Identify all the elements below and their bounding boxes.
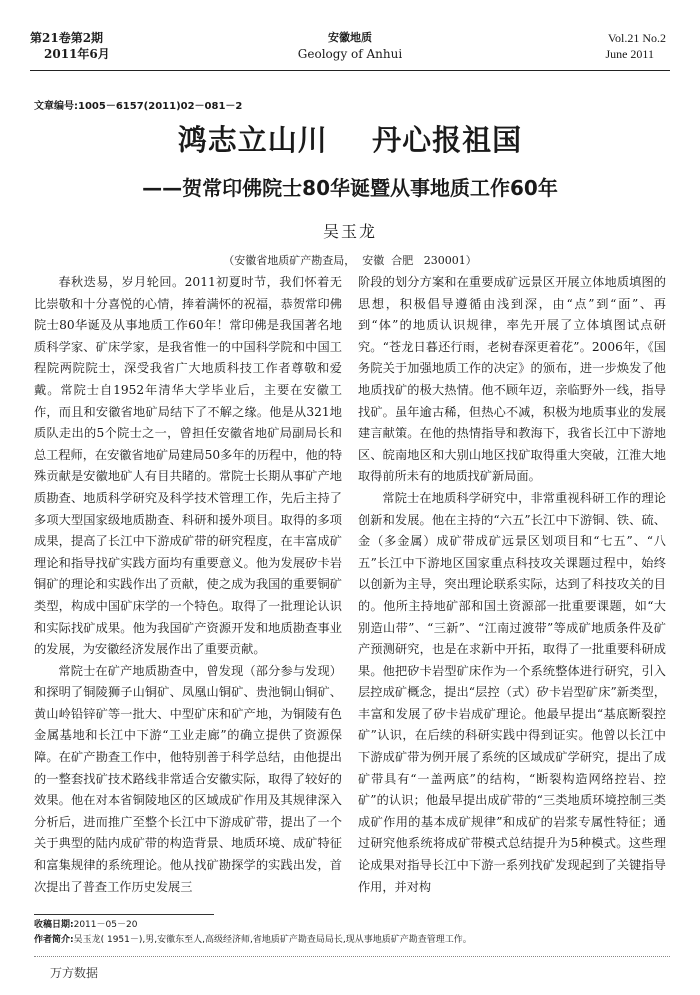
header-volume-cn: 第21卷第2期 bbox=[30, 31, 104, 45]
header-journal-name bbox=[250, 30, 450, 62]
footnotes bbox=[34, 918, 674, 948]
bottom-rule bbox=[34, 956, 670, 957]
header-volume-en-info bbox=[605, 30, 666, 62]
header-volume-info bbox=[30, 30, 110, 62]
received-value: 2011－05－20 bbox=[73, 920, 138, 930]
header-journal-cn: 安徽地质 bbox=[328, 31, 372, 44]
footnote-rule bbox=[34, 914, 214, 915]
received-label: 收稿日期: bbox=[34, 920, 74, 930]
received-date bbox=[34, 918, 674, 933]
watermark-text: 万方数据 bbox=[50, 966, 99, 980]
author-affiliation: （安徽省地质矿产勘查局， 安徽 合肥 230001） bbox=[223, 254, 477, 267]
author-bio-label: 作者简介: bbox=[34, 935, 74, 945]
article-subtitle: ——贺常印佛院士80华诞暨从事地质工作60年 bbox=[142, 176, 558, 200]
body-paragraph: 常院士在矿产地质勘查中，曾发现（部分参与发现）和探明了铜陵狮子山铜矿、凤凰山铜矿、贵池铜山铜矿、黄山岭铅锌矿等一批大、中型矿床和矿产地，为铜陵有色金属基地和长江中下游“工业走廊”的确立提供了资源保障。在矿产勘查工作中，他特别善于科学总结，由他提出的一整套找矿技术路线非常适合安徽实际，取得了较好的效果。他在对本省铜陵地区的区域成矿作用及其规律深入分析后，进而推广至整个长江中下游成矿带，提出了一个关于典型的陆内成矿带的构造背景、地质环境、成矿特征和富集规律的系统理论。他从找矿勘探学的实践出发，首次提出了普查工作历史发展三 bbox=[34, 663, 342, 894]
header-journal-en: Geology of Anhui bbox=[297, 47, 403, 61]
body-paragraph: 春秋迭易，岁月轮回。2011初夏时节，我们怀着无比崇敬和十分喜悦的心情，捧着满怀的祝福，恭贺常印佛院士80华诞及从事地质工作60年！常印佛是我国著名地质科学家、矿床学家，是我省惟一的中国科学院和中国工程院两院院士，深受我省广大地质科技工作者尊敬和爱戴。常院士自1952年清华大学毕业后，主要在安徽工作，而且和安徽省地矿局结下了不解之缘。他是从321地质队走出的5个院士之一，曾担任安徽省地矿局副局长和总工程师，在安徽省地矿局建局50多年的历程中，他的特殊贡献是安徽地矿人有目共睹的。常院士长期从事矿产地质勘查、地质科学研究及科学技术管理工作，先后主持了多项大型国家级地质勘查、科研和援外项目。取得的多项成果，提高了长江中下游成矿带的研究程度，在丰富成矿理论和指导找矿实践方面均有重要意义。他为发展矽卡岩铜矿的理论和实践作出了贡献，使之成为我国的重要铜矿类型，构成中国矿床学的一个特色。取得了一批理论认识和实际找矿成果。他为我国矿产资源开发和地质勘查事业的发展，为安徽经济发展作出了重要贡献。 bbox=[34, 275, 343, 657]
header-rule bbox=[30, 70, 670, 71]
body-column-right bbox=[358, 272, 666, 898]
body-paragraph: 阶段的划分方案和在重要成矿远景区开展立体地质填图的思想，积极倡导遵循由浅到深，由“点”到“面”、再到“体”的地质认识规律，率先开展了立体填图试点研究。“苍龙日暮还行雨，老树春深更着花”。2006年，《国务院关于加强地质工作的决定》的颁布，进一步焕发了他地质找矿的极大热情。他不顾年迈，亲临野外一线，指导找矿。虽年逾古稀，但热心不减，积极为地质事业的发展建言献策。在他的热情指导和教海下，我省长江中下游地区、皖南地区和大别山地区找矿取得重大突破，江淮大地取得前所未有的地质找矿新局面。 bbox=[358, 275, 666, 484]
header-date-cn: 2011年6月 bbox=[44, 47, 110, 61]
author-bio bbox=[34, 933, 674, 948]
header-date-en: June 2011 bbox=[605, 47, 654, 61]
author-bio-text: 吴玉龙( 1951－),男,安徽东至人,高级经济师,省地质矿产勘查局局长,现从事地质矿产勘查管理工作。 bbox=[73, 935, 472, 945]
header-volume-en: Vol.21 No.2 bbox=[607, 31, 666, 45]
article-author: 吴玉龙 bbox=[322, 222, 377, 241]
article-number: 文章编号:1005－6157(2011)02－081－2 bbox=[34, 101, 243, 112]
body-paragraph: 常院士在地质科学研究中，非常重视科研工作的理论创新和发展。他在主持的“六五”长江中下游铜、铁、硫、金（多金属）成矿带成矿远景区划项目和“七五”、“八五”长江中下游地区国家重点科技攻关课题过程中，始终以创新为主导，突出理论联系实际，达到了科技攻关的目的。他所主持地矿部和国土资源部一批重要课题，如“大别造山带”、“三新”、“江南过渡带”等成矿地质条件及矿产预测研究，也是在求新中开拓，取得了一批重要科研成果。他把矽卡岩型矿床作为一个系统整体进行研究，引入层控成矿概念，提出“层控（式）矽卡岩型矿床”新类型，丰富和发展了矽卡岩成矿理论。他最早提出“基底断裂控矿”认识，在后续的科研实践中得到证实。他曾以长江中下游成矿带为例开展了系统的区域成矿学研究，提出了成矿带具有“一盖两底”的结构，“断裂构造网络控岩、控矿”的认识；他最早提出成矿带的“三类地质环境控制三类成矿作用的基本成矿规律”和成矿的岩浆专属性特征；通过研究他系统将成矿带模式总结提升为5种模式。这些理论成果对指导长江中下游一系列找矿发现起到了关键指导作用，并对构 bbox=[358, 490, 666, 894]
article-title: 鸿志立山川 丹心报祖国 bbox=[177, 123, 523, 157]
body-column-left bbox=[34, 272, 342, 898]
